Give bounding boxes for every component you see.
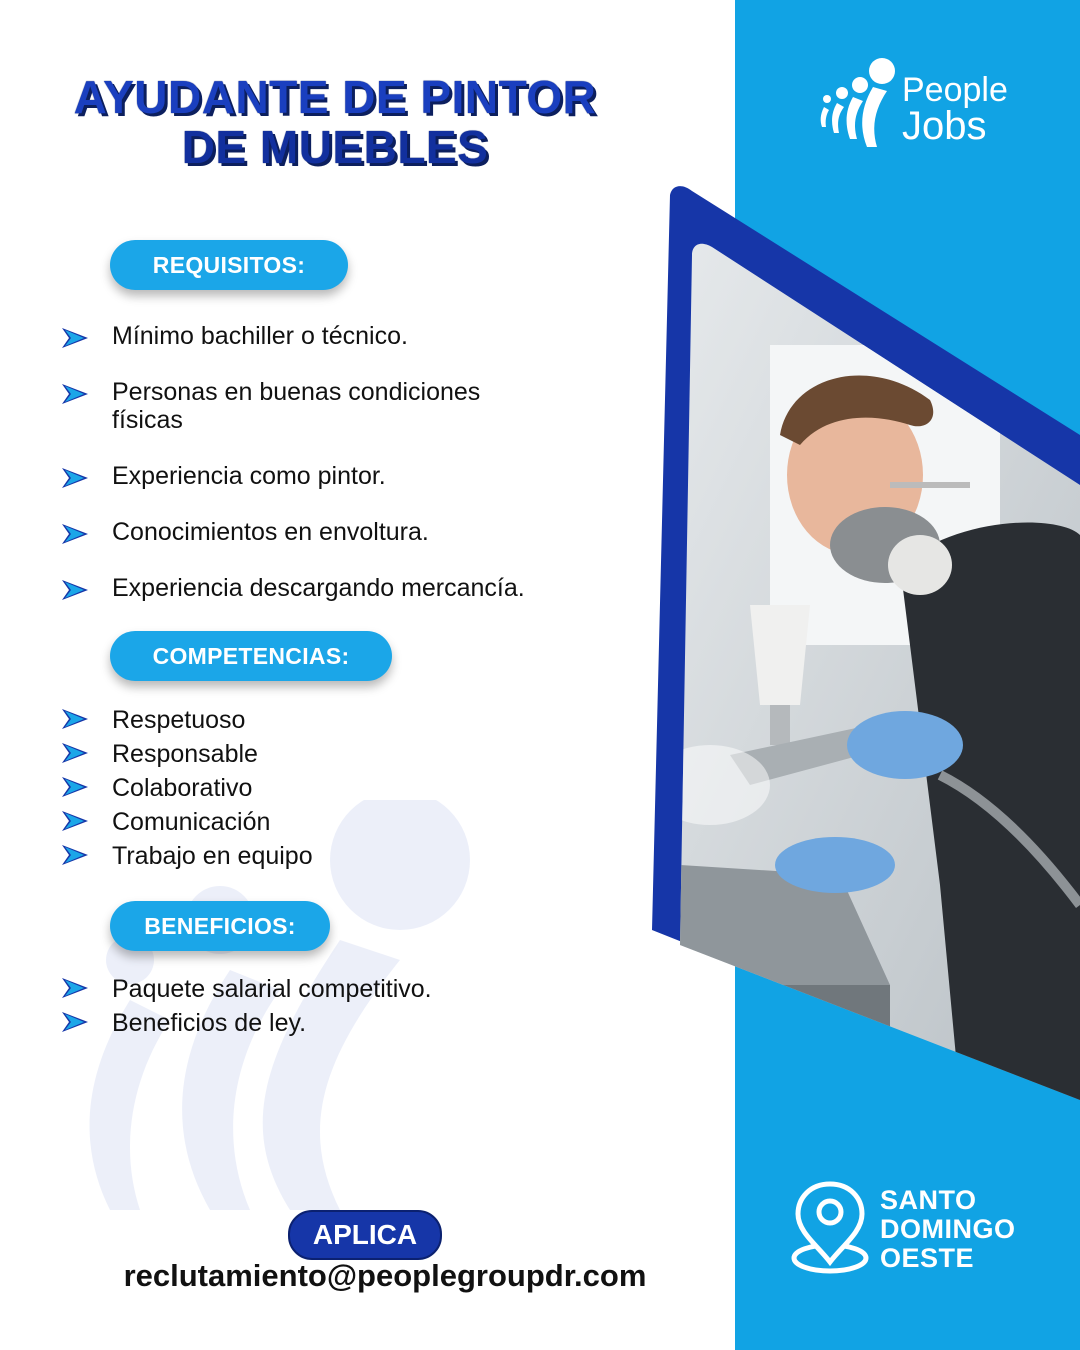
list-item (60, 462, 620, 490)
list-item (60, 805, 560, 839)
brand-name-line1: People (902, 71, 1008, 109)
list-item (60, 518, 620, 546)
location-line2: DOMINGO (880, 1214, 1016, 1244)
job-title (40, 72, 630, 172)
list-item (60, 322, 620, 350)
arrow-right-icon (62, 328, 88, 348)
brand-name-line2: Jobs (902, 104, 987, 148)
competencia-text: Respetuoso (112, 706, 246, 734)
arrow-right-icon (62, 777, 88, 797)
requisito-text: Experiencia como pintor. (112, 462, 386, 490)
arrow-right-icon (62, 1012, 88, 1032)
arrow-right-icon (62, 524, 88, 544)
arrow-right-icon (62, 811, 88, 831)
beneficio-text: Beneficios de ley. (112, 1009, 307, 1037)
requisito-text: Conocimientos en envoltura. (112, 518, 429, 546)
job-title-line1: AYUDANTE DE PINTOR (73, 71, 597, 123)
competencia-text: Colaborativo (112, 774, 253, 802)
requisitos-list (60, 322, 620, 630)
location-line3: OESTE (880, 1243, 975, 1273)
competencias-label: COMPETENCIAS: (110, 631, 392, 681)
requisitos-label: REQUISITOS: (110, 240, 348, 290)
arrow-right-icon (62, 978, 88, 998)
painter-photo (640, 185, 1080, 1100)
job-title-line2: DE MUEBLES (181, 121, 489, 173)
location-text (880, 1186, 1016, 1273)
competencias-list (60, 703, 560, 873)
location-line1: SANTO (880, 1185, 977, 1215)
requisito-text: Experiencia descargando mercancía. (112, 574, 525, 602)
requisito-text: Personas en buenas condiciones físicas (112, 378, 481, 434)
arrow-right-icon (62, 845, 88, 865)
list-item (60, 839, 560, 873)
list-item (60, 703, 560, 737)
list-item (60, 771, 560, 805)
beneficio-text: Paquete salarial competitivo. (112, 975, 432, 1003)
list-item (60, 1006, 620, 1040)
competencia-text: Responsable (112, 740, 258, 768)
beneficios-label: BENEFICIOS: (110, 901, 330, 951)
list-item (60, 378, 620, 434)
arrow-right-icon (62, 468, 88, 488)
list-item (60, 574, 620, 602)
arrow-right-icon (62, 580, 88, 600)
arrow-right-icon (62, 709, 88, 729)
apply-button[interactable]: APLICA (288, 1210, 442, 1260)
brand-logo-text (902, 71, 1008, 148)
requisito-text: Mínimo bachiller o técnico. (112, 322, 408, 350)
beneficios-list (60, 972, 620, 1040)
list-item (60, 737, 560, 771)
list-item (60, 972, 620, 1006)
arrow-right-icon (62, 384, 88, 404)
competencia-text: Trabajo en equipo (112, 842, 313, 870)
email-link[interactable]: reclutamiento@peoplegroupdr.com (123, 1258, 647, 1293)
competencia-text: Comunicación (112, 808, 271, 836)
arrow-right-icon (62, 743, 88, 763)
